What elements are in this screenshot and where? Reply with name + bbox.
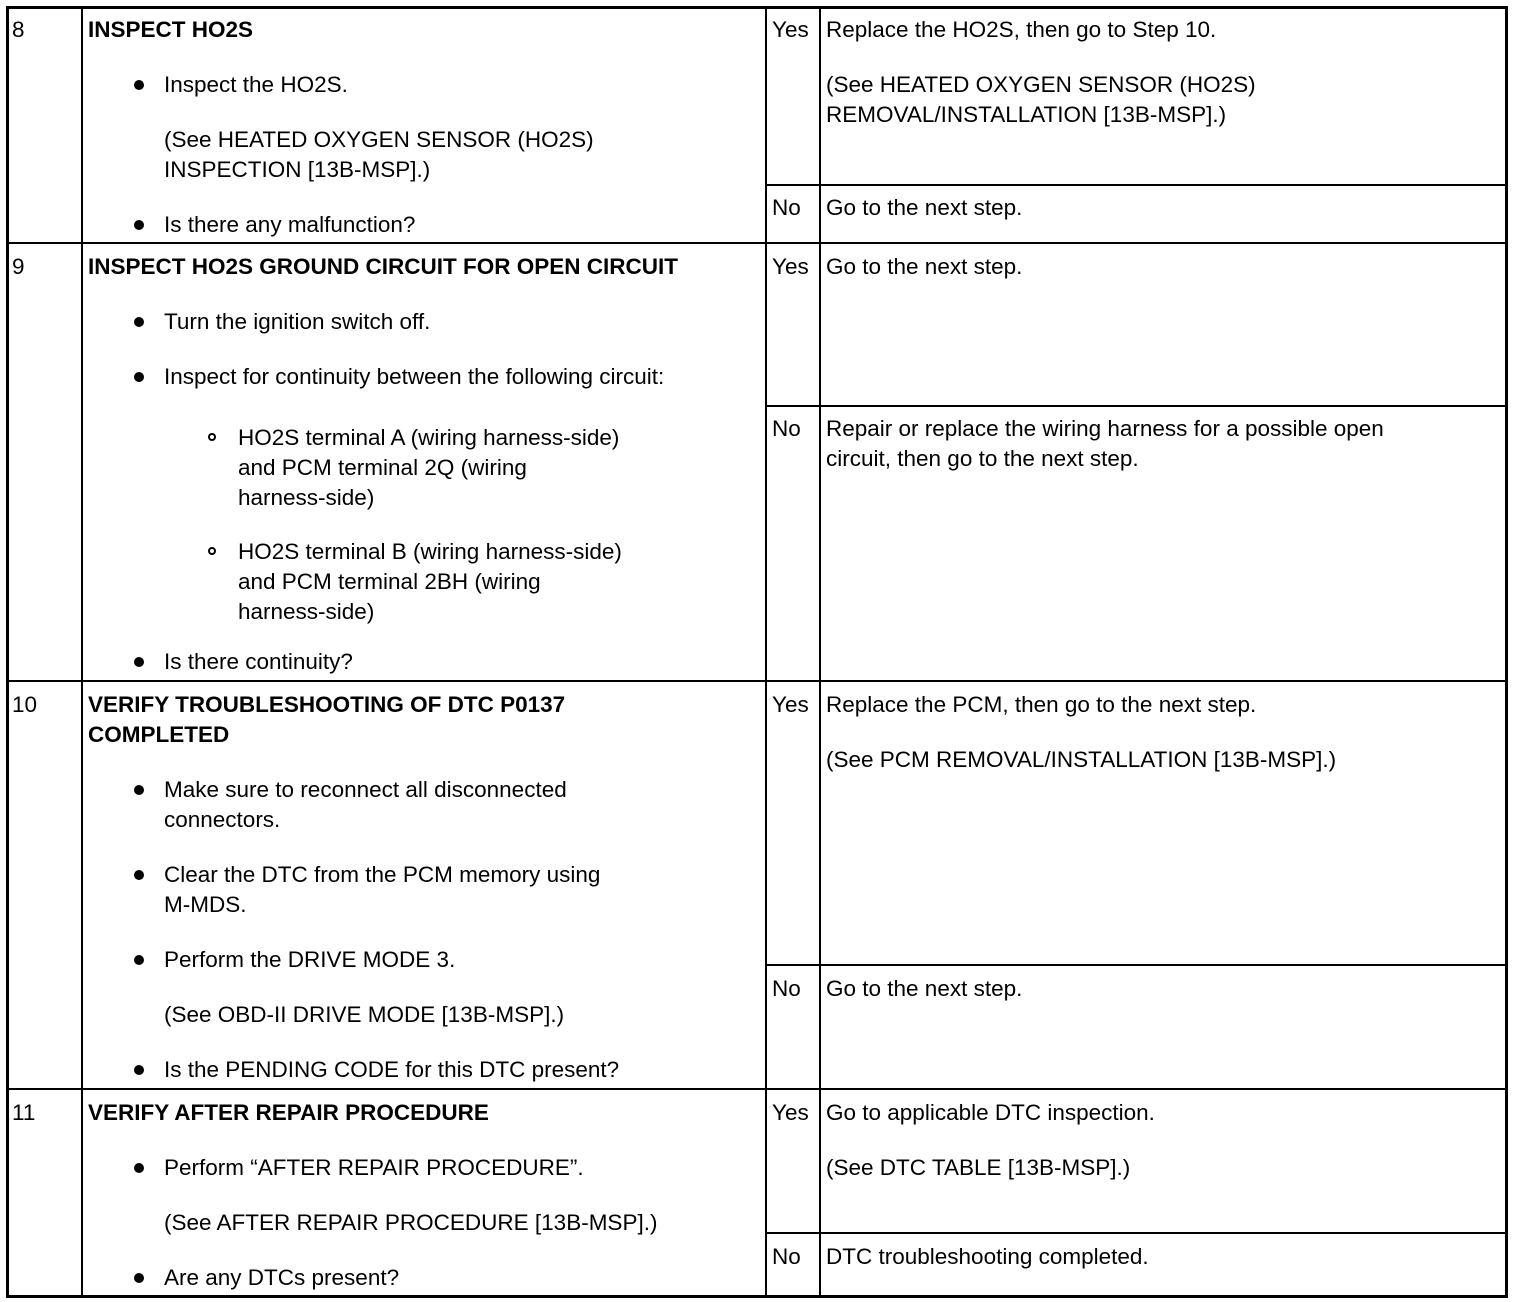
- bullet-icon: [134, 955, 144, 965]
- table-row-step-9: [6, 243, 1508, 681]
- yes-label: Yes: [772, 254, 809, 279]
- yes-reference-link[interactable]: (See HEATED OXYGEN SENSOR (HO2S) REMOVAL/INSTALLATION [13B-MSP].): [826, 72, 1256, 127]
- step-number: 11: [12, 1100, 36, 1125]
- no-result: Repair or replace the wiring harness for a possible open circuit, then go to the next step.: [826, 416, 1384, 471]
- yes-reference-link[interactable]: (See DTC TABLE [13B-MSP].): [826, 1155, 1131, 1180]
- step-title: VERIFY AFTER REPAIR PROCEDURE: [88, 1100, 489, 1125]
- step-number: 9: [12, 254, 25, 279]
- step-title: INSPECT HO2S GROUND CIRCUIT FOR OPEN CIRCUIT: [88, 254, 679, 279]
- step-title: INSPECT HO2S: [88, 17, 254, 42]
- yes-result: Go to applicable DTC inspection.: [826, 1100, 1155, 1125]
- no-result: DTC troubleshooting completed.: [826, 1244, 1149, 1269]
- column-divider-step: [81, 6, 83, 1298]
- yes-result: Replace the HO2S, then go to Step 10.: [826, 17, 1217, 42]
- action-item: Perform the DRIVE MODE 3.: [164, 947, 456, 972]
- no-result: Go to the next step.: [826, 976, 1023, 1001]
- step-number: 8: [12, 17, 25, 42]
- yes-no-divider: [767, 184, 1508, 186]
- action-item: Inspect the HO2S.: [164, 72, 348, 97]
- yes-no-divider: [767, 964, 1508, 966]
- bullet-icon: [134, 1273, 144, 1283]
- bullet-icon: [134, 657, 144, 667]
- question-item: Is the PENDING CODE for this DTC present?: [164, 1057, 620, 1082]
- action-item: Make sure to reconnect all disconnected connectors.: [164, 777, 567, 832]
- bullet-icon: [134, 317, 144, 327]
- action-item: Turn the ignition switch off.: [164, 309, 431, 334]
- bullet-icon: [134, 785, 144, 795]
- sub-bullet-icon: [208, 433, 216, 441]
- step-title: VERIFY TROUBLESHOOTING OF DTC P0137 COMPLETED: [88, 692, 566, 747]
- yes-reference-link[interactable]: (See PCM REMOVAL/INSTALLATION [13B-MSP].): [826, 747, 1337, 772]
- yes-no-divider: [767, 1232, 1508, 1234]
- yes-label: Yes: [772, 692, 809, 717]
- column-divider-result: [819, 6, 821, 1298]
- reference-link[interactable]: (See HEATED OXYGEN SENSOR (HO2S) INSPECTION [13B-MSP].): [164, 127, 594, 182]
- no-result: Go to the next step.: [826, 195, 1023, 220]
- question-item: Are any DTCs present?: [164, 1265, 400, 1290]
- question-item: Is there any malfunction?: [164, 212, 416, 237]
- question-item: Is there continuity?: [164, 649, 353, 674]
- table-row-step-11: [6, 1089, 1508, 1298]
- no-label: No: [772, 195, 801, 220]
- bullet-icon: [134, 870, 144, 880]
- yes-no-divider: [767, 405, 1508, 407]
- no-label: No: [772, 416, 801, 441]
- bullet-icon: [134, 80, 144, 90]
- bullet-icon: [134, 1065, 144, 1075]
- step-number: 10: [12, 692, 38, 717]
- action-item: Perform “AFTER REPAIR PROCEDURE”.: [164, 1155, 584, 1180]
- action-item: Clear the DTC from the PCM memory using M-MDS.: [164, 862, 601, 917]
- circuit-item: HO2S terminal A (wiring harness-side) and PCM terminal 2Q (wiring harness-side): [238, 425, 620, 510]
- circuit-item: HO2S terminal B (wiring harness-side) and PCM terminal 2BH (wiring harness-side): [238, 539, 622, 624]
- action-item: Inspect for continuity between the following circuit:: [164, 364, 665, 389]
- no-label: No: [772, 976, 801, 1001]
- bullet-icon: [134, 1163, 144, 1173]
- yes-result: Go to the next step.: [826, 254, 1023, 279]
- reference-link[interactable]: (See AFTER REPAIR PROCEDURE [13B-MSP].): [164, 1210, 658, 1235]
- no-label: No: [772, 1244, 801, 1269]
- table-row-step-8: [6, 6, 1508, 243]
- yes-label: Yes: [772, 1100, 809, 1125]
- sub-bullet-icon: [208, 547, 216, 555]
- bullet-icon: [134, 220, 144, 230]
- reference-link[interactable]: (See OBD-II DRIVE MODE [13B-MSP].): [164, 1002, 565, 1027]
- bullet-icon: [134, 372, 144, 382]
- yes-label: Yes: [772, 17, 809, 42]
- table-row-step-10: [6, 681, 1508, 1089]
- troubleshooting-table: [6, 6, 1508, 1298]
- column-divider-inspection: [765, 6, 767, 1298]
- yes-result: Replace the PCM, then go to the next step.: [826, 692, 1257, 717]
